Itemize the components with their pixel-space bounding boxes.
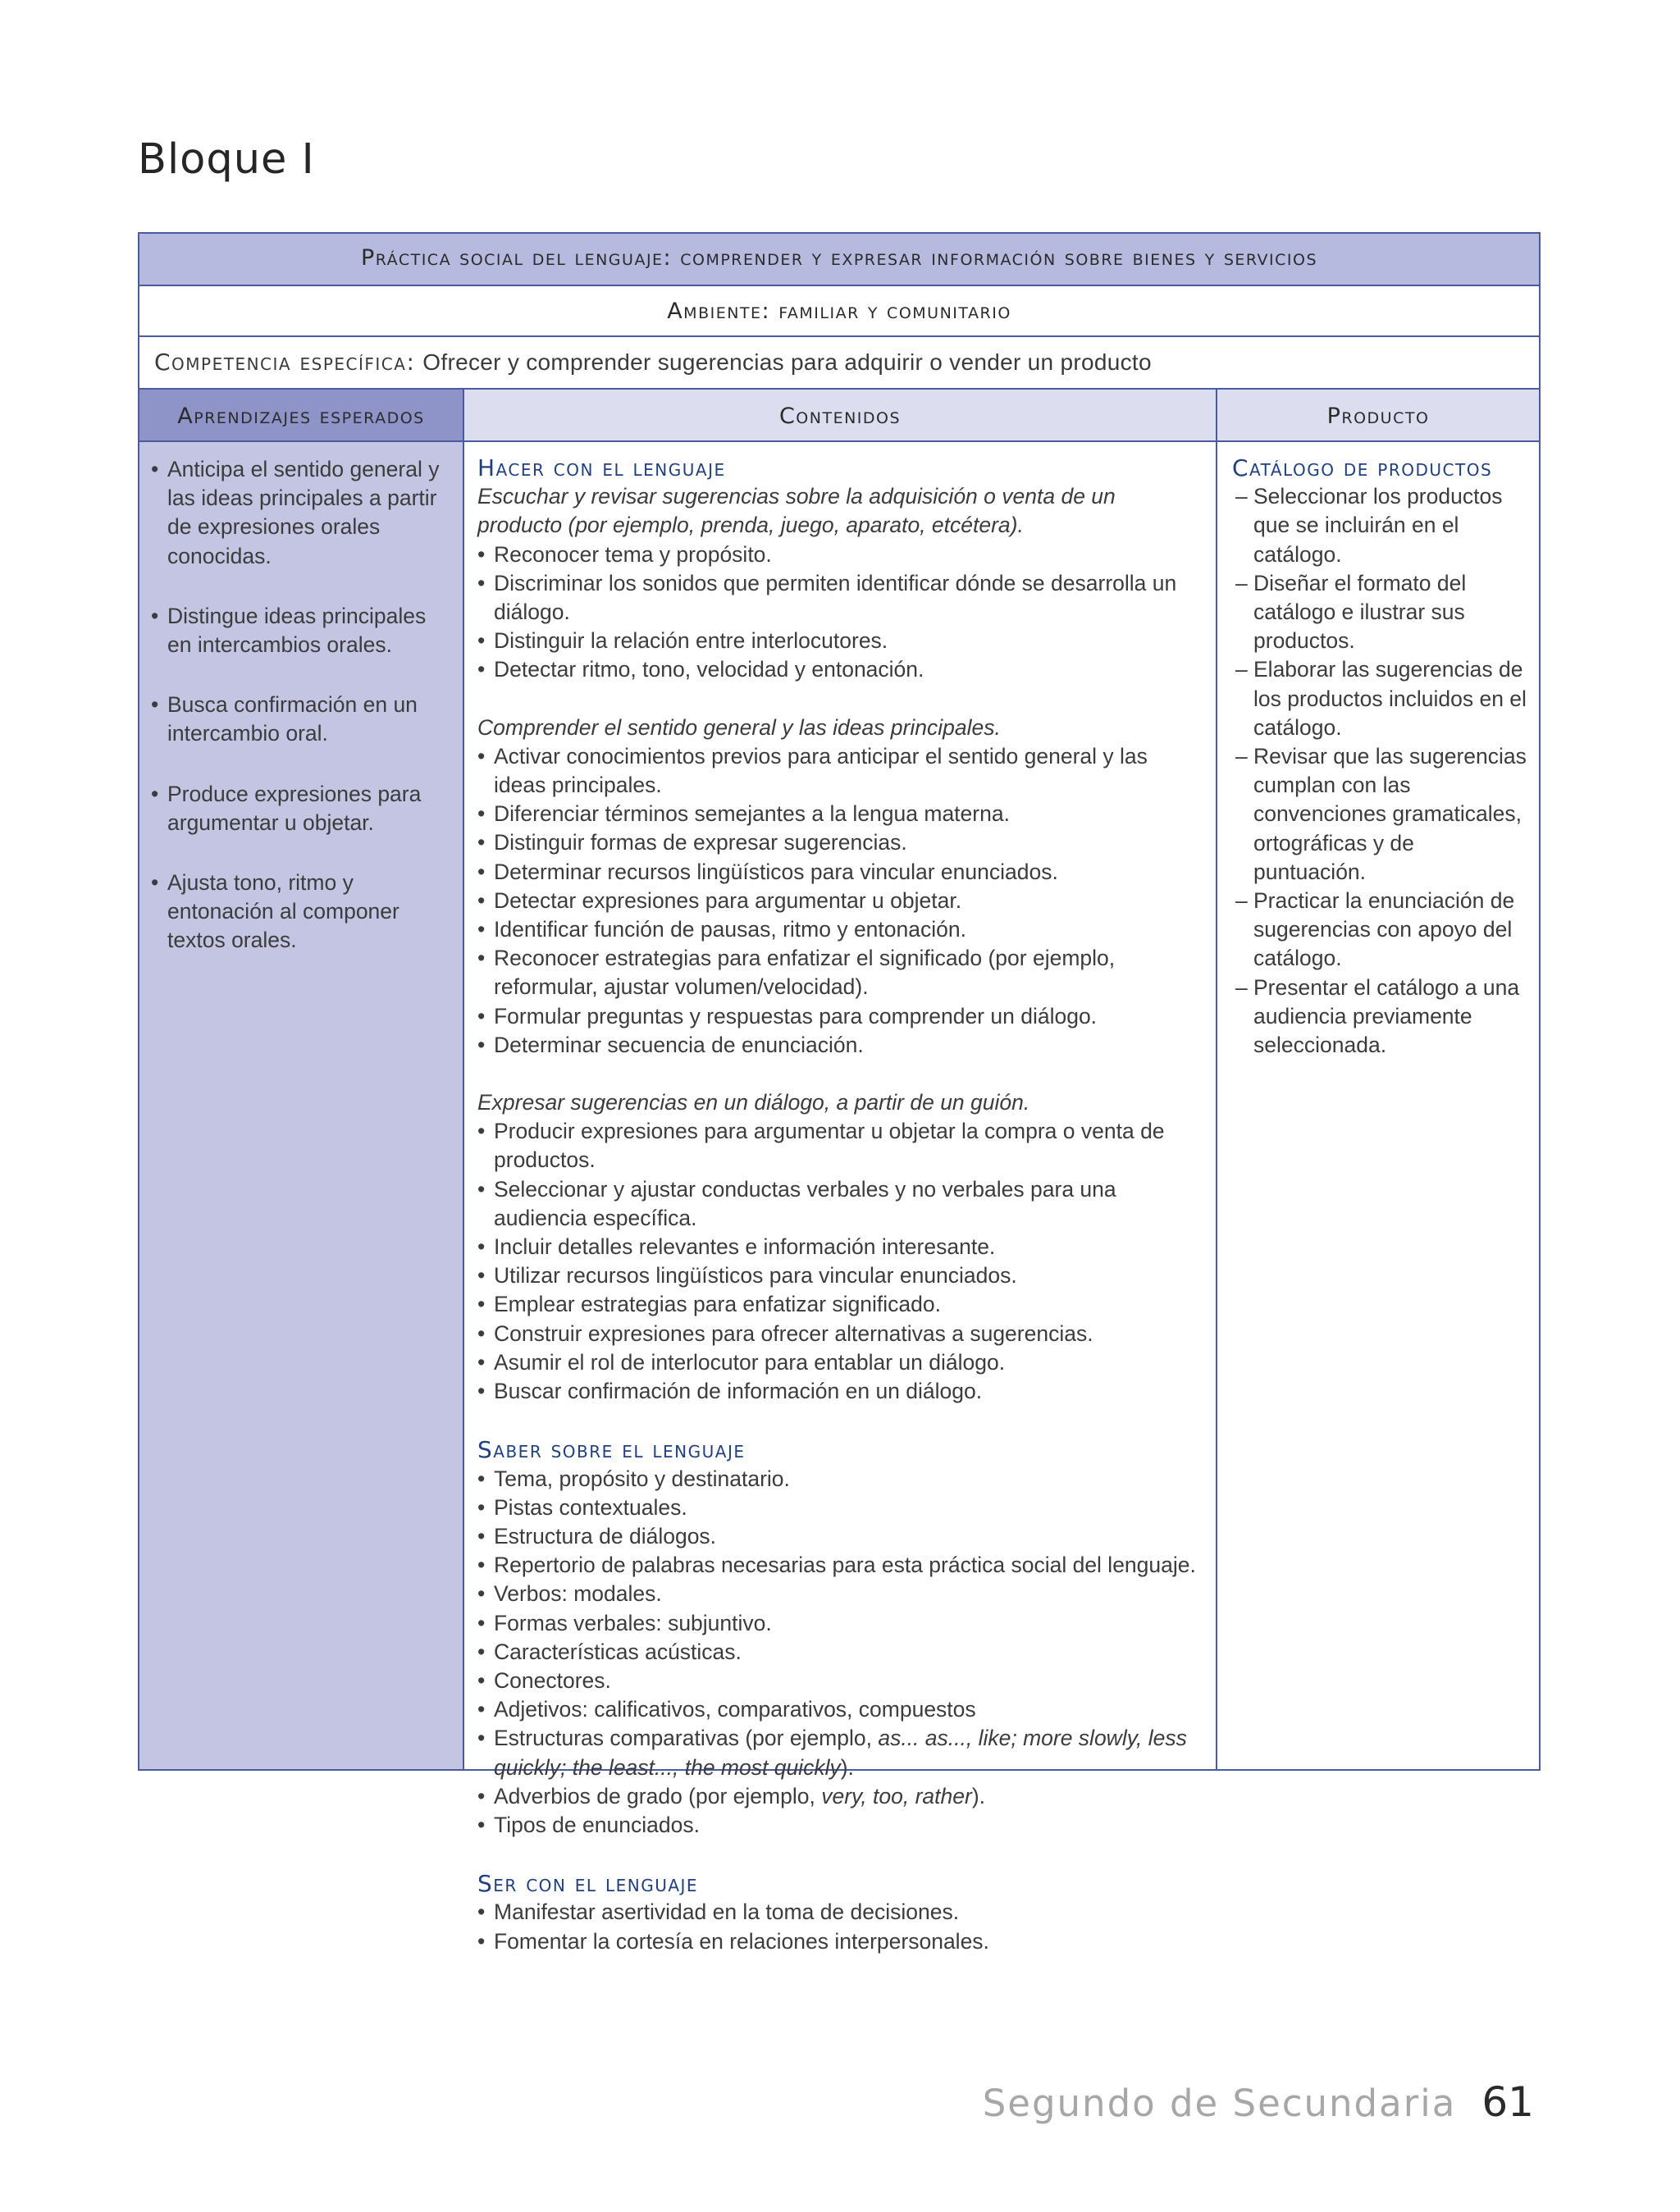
hacer-heading: Hacer con el lenguaje — [477, 454, 726, 481]
list-item: • Estructura de diálogos. — [477, 1522, 1204, 1551]
list-item: • Tipos de enunciados. — [477, 1811, 1204, 1840]
list-item: • Manifestar asertividad en la toma de decisiones. — [477, 1898, 1204, 1927]
list-item: • Reconocer tema y propósito. — [477, 540, 1204, 569]
list-item: – Practicar la enunciación de sugerencias con apoyo del catálogo. — [1232, 887, 1531, 974]
list-item: • Adjetivos: calificativos, comparativos, compuestos — [477, 1695, 1204, 1724]
list-item: • Detectar ritmo, tono, velocidad y entonación. — [477, 655, 1204, 684]
aprendizajes-list — [151, 455, 456, 955]
list-item: • Determinar secuencia de enunciación. — [477, 1031, 1204, 1060]
list-item: • Incluir detalles relevantes e información interesante. — [477, 1233, 1204, 1261]
list-item: – Presentar el catálogo a una audiencia previamente seleccionada. — [1232, 974, 1531, 1060]
comparativas-examples: as... as..., like; more slowly, less quickly; the least..., the most quickly — [494, 1726, 1187, 1780]
competencia-value: Ofrecer y comprender sugerencias para adquirir o vender un producto — [422, 349, 1152, 375]
adverbios-examples: very, too, rather — [821, 1783, 972, 1808]
hacer-intro-2: Comprender el sentido general y las ideas principales. — [477, 714, 1001, 740]
competencia-row — [139, 337, 1539, 390]
producto-body — [1217, 442, 1539, 1060]
list-item: • Verbos: modales. — [477, 1580, 1204, 1608]
list-item: • Distinguir la relación entre interlocutores. — [477, 627, 1204, 655]
hacer-intro-3: Expresar sugerencias en un diálogo, a partir de un guión. — [477, 1090, 1030, 1115]
adverbios-text: Adverbios de grado (por ejemplo, — [494, 1783, 822, 1808]
list-item: • Características acústicas. — [477, 1638, 1204, 1667]
list-item: • Distinguir formas de expresar sugerencias. — [477, 828, 1204, 857]
page-number: 61 — [1481, 2078, 1534, 2126]
list-item: • Tema, propósito y destinatario. — [477, 1465, 1204, 1494]
list-item: • Discriminar los sonidos que permiten identificar dónde se desarrolla un diálogo. — [477, 569, 1204, 627]
catalogo-heading: Catálogo de productos — [1232, 454, 1493, 481]
hacer-list-1 — [477, 540, 1204, 685]
ambiente-heading: Ambiente: familiar y comunitario — [667, 299, 1011, 324]
list-item: – Diseñar el formato del catálogo e ilustrar sus productos. — [1232, 569, 1531, 656]
hacer-intro-1: Escuchar y revisar sugerencias sobre la adquisición o venta de un producto (por ejemplo, prenda, juego, aparato, etcétera). — [477, 484, 1116, 538]
list-item: • Conectores. — [477, 1667, 1204, 1695]
producto-list — [1232, 482, 1531, 1060]
contenidos-header: Contenidos — [464, 390, 1216, 442]
list-item: – Elaborar las sugerencias de los productos incluidos en el catálogo. — [1232, 655, 1531, 742]
competencia-especifica — [154, 349, 1152, 376]
competencia-label: Competencia específica: — [154, 349, 416, 376]
ser-list — [477, 1898, 1204, 1955]
comparativas-text: Estructuras comparativas (por ejemplo, — [494, 1726, 879, 1751]
list-item: • Formular preguntas y respuestas para comprender un diálogo. — [477, 1002, 1204, 1031]
list-item: • Reconocer estrategias para enfatizar el significado (por ejemplo, reformular, ajustar volumen/velocidad). — [477, 944, 1204, 1001]
list-item: • Emplear estrategias para enfatizar significado. — [477, 1290, 1204, 1319]
saber-heading: Saber sobre el lenguaje — [477, 1436, 746, 1464]
list-item: • Construir expresiones para ofrecer alternativas a sugerencias. — [477, 1320, 1204, 1348]
list-item: • Ajusta tono, ritmo y entonación al componer textos orales. — [151, 869, 456, 955]
comparativas-close: ). — [840, 1754, 854, 1780]
producto-header: Producto — [1217, 390, 1539, 442]
list-item: • Fomentar la cortesía en relaciones interpersonales. — [477, 1927, 1204, 1956]
saber-list — [477, 1465, 1204, 1840]
list-item: • Utilizar recursos lingüísticos para vincular enunciados. — [477, 1261, 1204, 1290]
list-item: • Repertorio de palabras necesarias para esta práctica social del lenguaje. — [477, 1551, 1204, 1580]
ser-heading: Ser con el lenguaje — [477, 1870, 699, 1898]
curriculum-table — [138, 232, 1541, 1954]
contenidos-column — [464, 390, 1217, 1954]
aprendizajes-column — [139, 390, 464, 1769]
list-item — [477, 1782, 1204, 1811]
ambiente-row — [139, 286, 1539, 337]
hacer-list-3 — [477, 1117, 1204, 1406]
list-item: • Detectar expresiones para argumentar u objetar. — [477, 887, 1204, 915]
practica-row — [139, 234, 1539, 286]
aprendizajes-body — [139, 442, 463, 987]
list-item — [477, 1724, 1204, 1781]
list-item: • Asumir el rol de interlocutor para entablar un diálogo. — [477, 1348, 1204, 1377]
list-item: • Buscar confirmación de información en un diálogo. — [477, 1377, 1204, 1406]
contenidos-body — [464, 442, 1216, 1956]
list-item: • Identificar función de pausas, ritmo y entonación. — [477, 915, 1204, 944]
page-footer — [983, 2078, 1534, 2126]
list-item: • Seleccionar y ajustar conductas verbales y no verbales para una audiencia específica. — [477, 1175, 1204, 1233]
list-item: – Revisar que las sugerencias cumplan con las convenciones gramaticales, ortográficas y de puntuación. — [1232, 742, 1531, 887]
list-item: • Diferenciar términos semejantes a la lengua materna. — [477, 800, 1204, 828]
aprendizajes-header: Aprendizajes esperados — [139, 390, 463, 442]
practica-social-heading: Práctica social del lenguaje: comprender y expresar información sobre bienes y servicios — [360, 245, 1318, 271]
list-item: • Activar conocimientos previos para anticipar el sentido general y las ideas principales. — [477, 742, 1204, 800]
adverbios-close: ). — [971, 1783, 986, 1808]
list-item: • Producir expresiones para argumentar u objetar la compra o venta de productos. — [477, 1117, 1204, 1174]
hacer-list-2 — [477, 742, 1204, 1060]
list-item: • Distingue ideas principales en intercambios orales. — [151, 602, 456, 659]
list-item: • Pistas contextuales. — [477, 1494, 1204, 1522]
list-item: – Seleccionar los productos que se incluirán en el catálogo. — [1232, 482, 1531, 569]
list-item: • Produce expresiones para argumentar u objetar. — [151, 780, 456, 837]
footer-level: Segundo de Secundaria — [982, 2082, 1457, 2125]
list-item: • Busca confirmación en un intercambio oral. — [151, 691, 456, 748]
list-item: • Anticipa el sentido general y las ideas principales a partir de expresiones orales conocidas. — [151, 455, 456, 571]
producto-column — [1217, 390, 1539, 1769]
list-item: • Determinar recursos lingüísticos para vincular enunciados. — [477, 858, 1204, 887]
list-item: • Formas verbales: subjuntivo. — [477, 1609, 1204, 1638]
page-title: Bloque I — [138, 135, 315, 184]
